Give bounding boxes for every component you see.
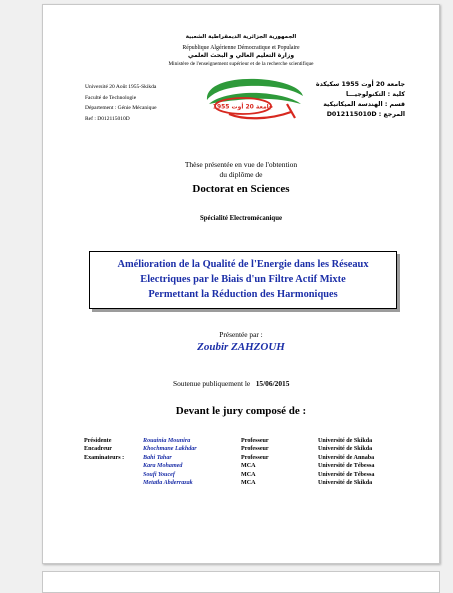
- faculty-name-arabic: كلية : التكنولوجيـــا: [345, 91, 405, 98]
- header-ministry-arabic: وزارة التعليم العالي و البحث العلمي: [187, 52, 295, 59]
- author-name: Zoubir ZAHZOUH: [197, 341, 285, 353]
- jury-role: [84, 462, 143, 470]
- thesis-title-line: Electriques par le Biais d'un Filtre Actif Mixte: [140, 274, 346, 285]
- jury-table: [84, 437, 374, 487]
- table-row: [84, 437, 374, 445]
- university-name: Université 20 Août 1955-Skikda: [85, 84, 157, 90]
- jury-grade: Professeur: [241, 446, 269, 453]
- reference-number: Ref : D012115010D: [85, 115, 130, 122]
- table-row: [84, 462, 374, 470]
- jury-name: Kara Mohamed: [143, 463, 183, 470]
- thesis-title-box: [89, 251, 397, 309]
- jury-role: [84, 479, 143, 487]
- document-page: [42, 4, 440, 564]
- university-logo: [199, 74, 309, 122]
- jury-grade: Professeur: [241, 454, 269, 461]
- jury-name: Rouainia Mounira: [143, 438, 191, 444]
- jury-name: Metatla Abderrazak: [143, 480, 193, 487]
- department-name-arabic: قسم : الهندسة الميكانيكية: [323, 101, 405, 108]
- jury-role: Examinateurs :: [84, 454, 125, 461]
- jury-role: [84, 471, 143, 479]
- defense-date: 15/06/2015: [255, 379, 290, 388]
- logo-text: جامعة 20 أوت 1955: [212, 103, 274, 111]
- table-row: [84, 479, 374, 487]
- thesis-title-line: Amélioration de la Qualité de l'Energie dans les Réseaux: [117, 259, 369, 270]
- header-republic-french: République Algérienne Démocratique et Populaire: [182, 45, 300, 51]
- jury-university: Université de Tébessa: [318, 463, 375, 470]
- jury-role: Encadreur: [84, 446, 112, 453]
- speciality: Spécialité Electromécanique: [200, 215, 282, 222]
- jury-grade: MCA: [241, 471, 256, 478]
- presented-by-label: Présentée par :: [219, 330, 263, 339]
- university-info-arabic: [316, 80, 405, 120]
- thesis-title-line: Permettant la Réduction des Harmoniques: [148, 289, 338, 300]
- next-page-edge: [42, 571, 440, 593]
- defense-label: Soutenue publiquement le: [173, 379, 251, 388]
- header-republic-arabic: الجمهورية الجزائرية الديمقراطية الشعبية: [185, 34, 297, 40]
- jury-role: Présidente: [84, 438, 112, 444]
- table-row: [84, 471, 374, 479]
- jury-university: Université de Skikda: [318, 446, 373, 453]
- jury-name: Bahi Tahar: [143, 454, 172, 461]
- faculty-name: Faculté de Technologie: [85, 94, 137, 101]
- table-row: [84, 445, 374, 453]
- thesis-intro-line1: Thèse présentée en vue de l'obtention: [184, 160, 298, 169]
- jury-grade: MCA: [241, 480, 256, 487]
- jury-grade: Professeur: [241, 438, 269, 444]
- thesis-intro-line2: du diplôme de: [219, 170, 263, 179]
- department-name: Département : Génie Mécanique: [85, 105, 157, 111]
- header-ministry-french: Ministère de l'enseignement supérieur et de la recherche scientifique: [168, 61, 314, 67]
- university-name-arabic: جامعة 20 أوت 1955 سكيكدة: [315, 81, 405, 88]
- jury-title: Devant le jury composé de :: [175, 405, 307, 417]
- jury-name: Soufi Youcef: [143, 471, 175, 478]
- table-row: [84, 454, 374, 462]
- jury-university: Université de Tébessa: [318, 471, 375, 478]
- jury-name: Khochmane Lakhdar: [143, 446, 197, 453]
- jury-university: Université de Annaba: [318, 454, 375, 461]
- degree-title: Doctorat en Sciences: [192, 183, 290, 195]
- university-info-french: [85, 82, 157, 124]
- jury-university: Université de Skikda: [318, 438, 373, 444]
- jury-university: Université de Skikda: [318, 480, 373, 487]
- reference-number-arabic: المرجع : D012115010D: [326, 111, 405, 118]
- jury-grade: MCA: [241, 463, 256, 470]
- defense-date-line: [173, 379, 289, 388]
